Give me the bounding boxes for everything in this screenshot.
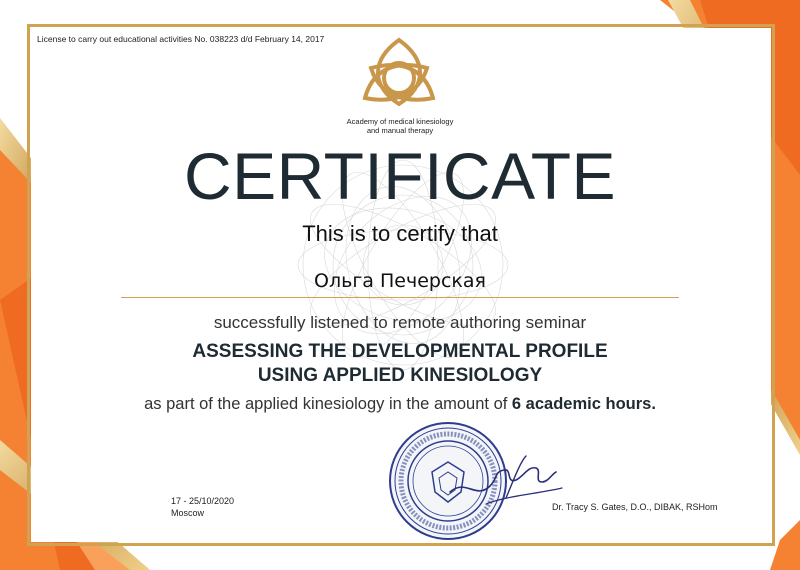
course-title-line-1: ASSESSING THE DEVELOPMENTAL PROFILE — [192, 341, 608, 362]
triquetra-knot-icon — [357, 34, 441, 110]
city: Moscow — [171, 508, 205, 518]
academy-name — [300, 117, 500, 135]
course-title-line-2: USING APPLIED KINESIOLOGY — [257, 365, 543, 386]
academy-line-1: Academy of medical kinesiology — [346, 117, 454, 126]
course-title — [100, 340, 700, 388]
handwritten-signature — [446, 448, 566, 508]
signer-name: Dr. Tracy S. Gates, D.O., DIBAK, RSHom — [552, 502, 718, 512]
date-place — [171, 495, 234, 519]
license-text: License to carry out educational activities No. 038223 d/d February 14, 2017 — [37, 34, 325, 44]
seminar-text: successfully listened to remote authoring seminar — [213, 313, 587, 332]
academy-line-2: and manual therapy — [366, 126, 434, 135]
amount-prefix: as part of the applied kinesiology in the amount of — [144, 395, 508, 413]
amount-text — [60, 395, 740, 414]
date-range: 17 - 25/10/2020 — [171, 496, 235, 506]
certify-text: This is to certify that — [302, 221, 498, 246]
amount-hours: 6 academic hours. — [511, 395, 656, 413]
certificate-title: CERTIFICATE — [183, 139, 617, 213]
recipient-underline — [121, 297, 679, 298]
recipient-name: Ольга Печерская — [314, 270, 486, 292]
